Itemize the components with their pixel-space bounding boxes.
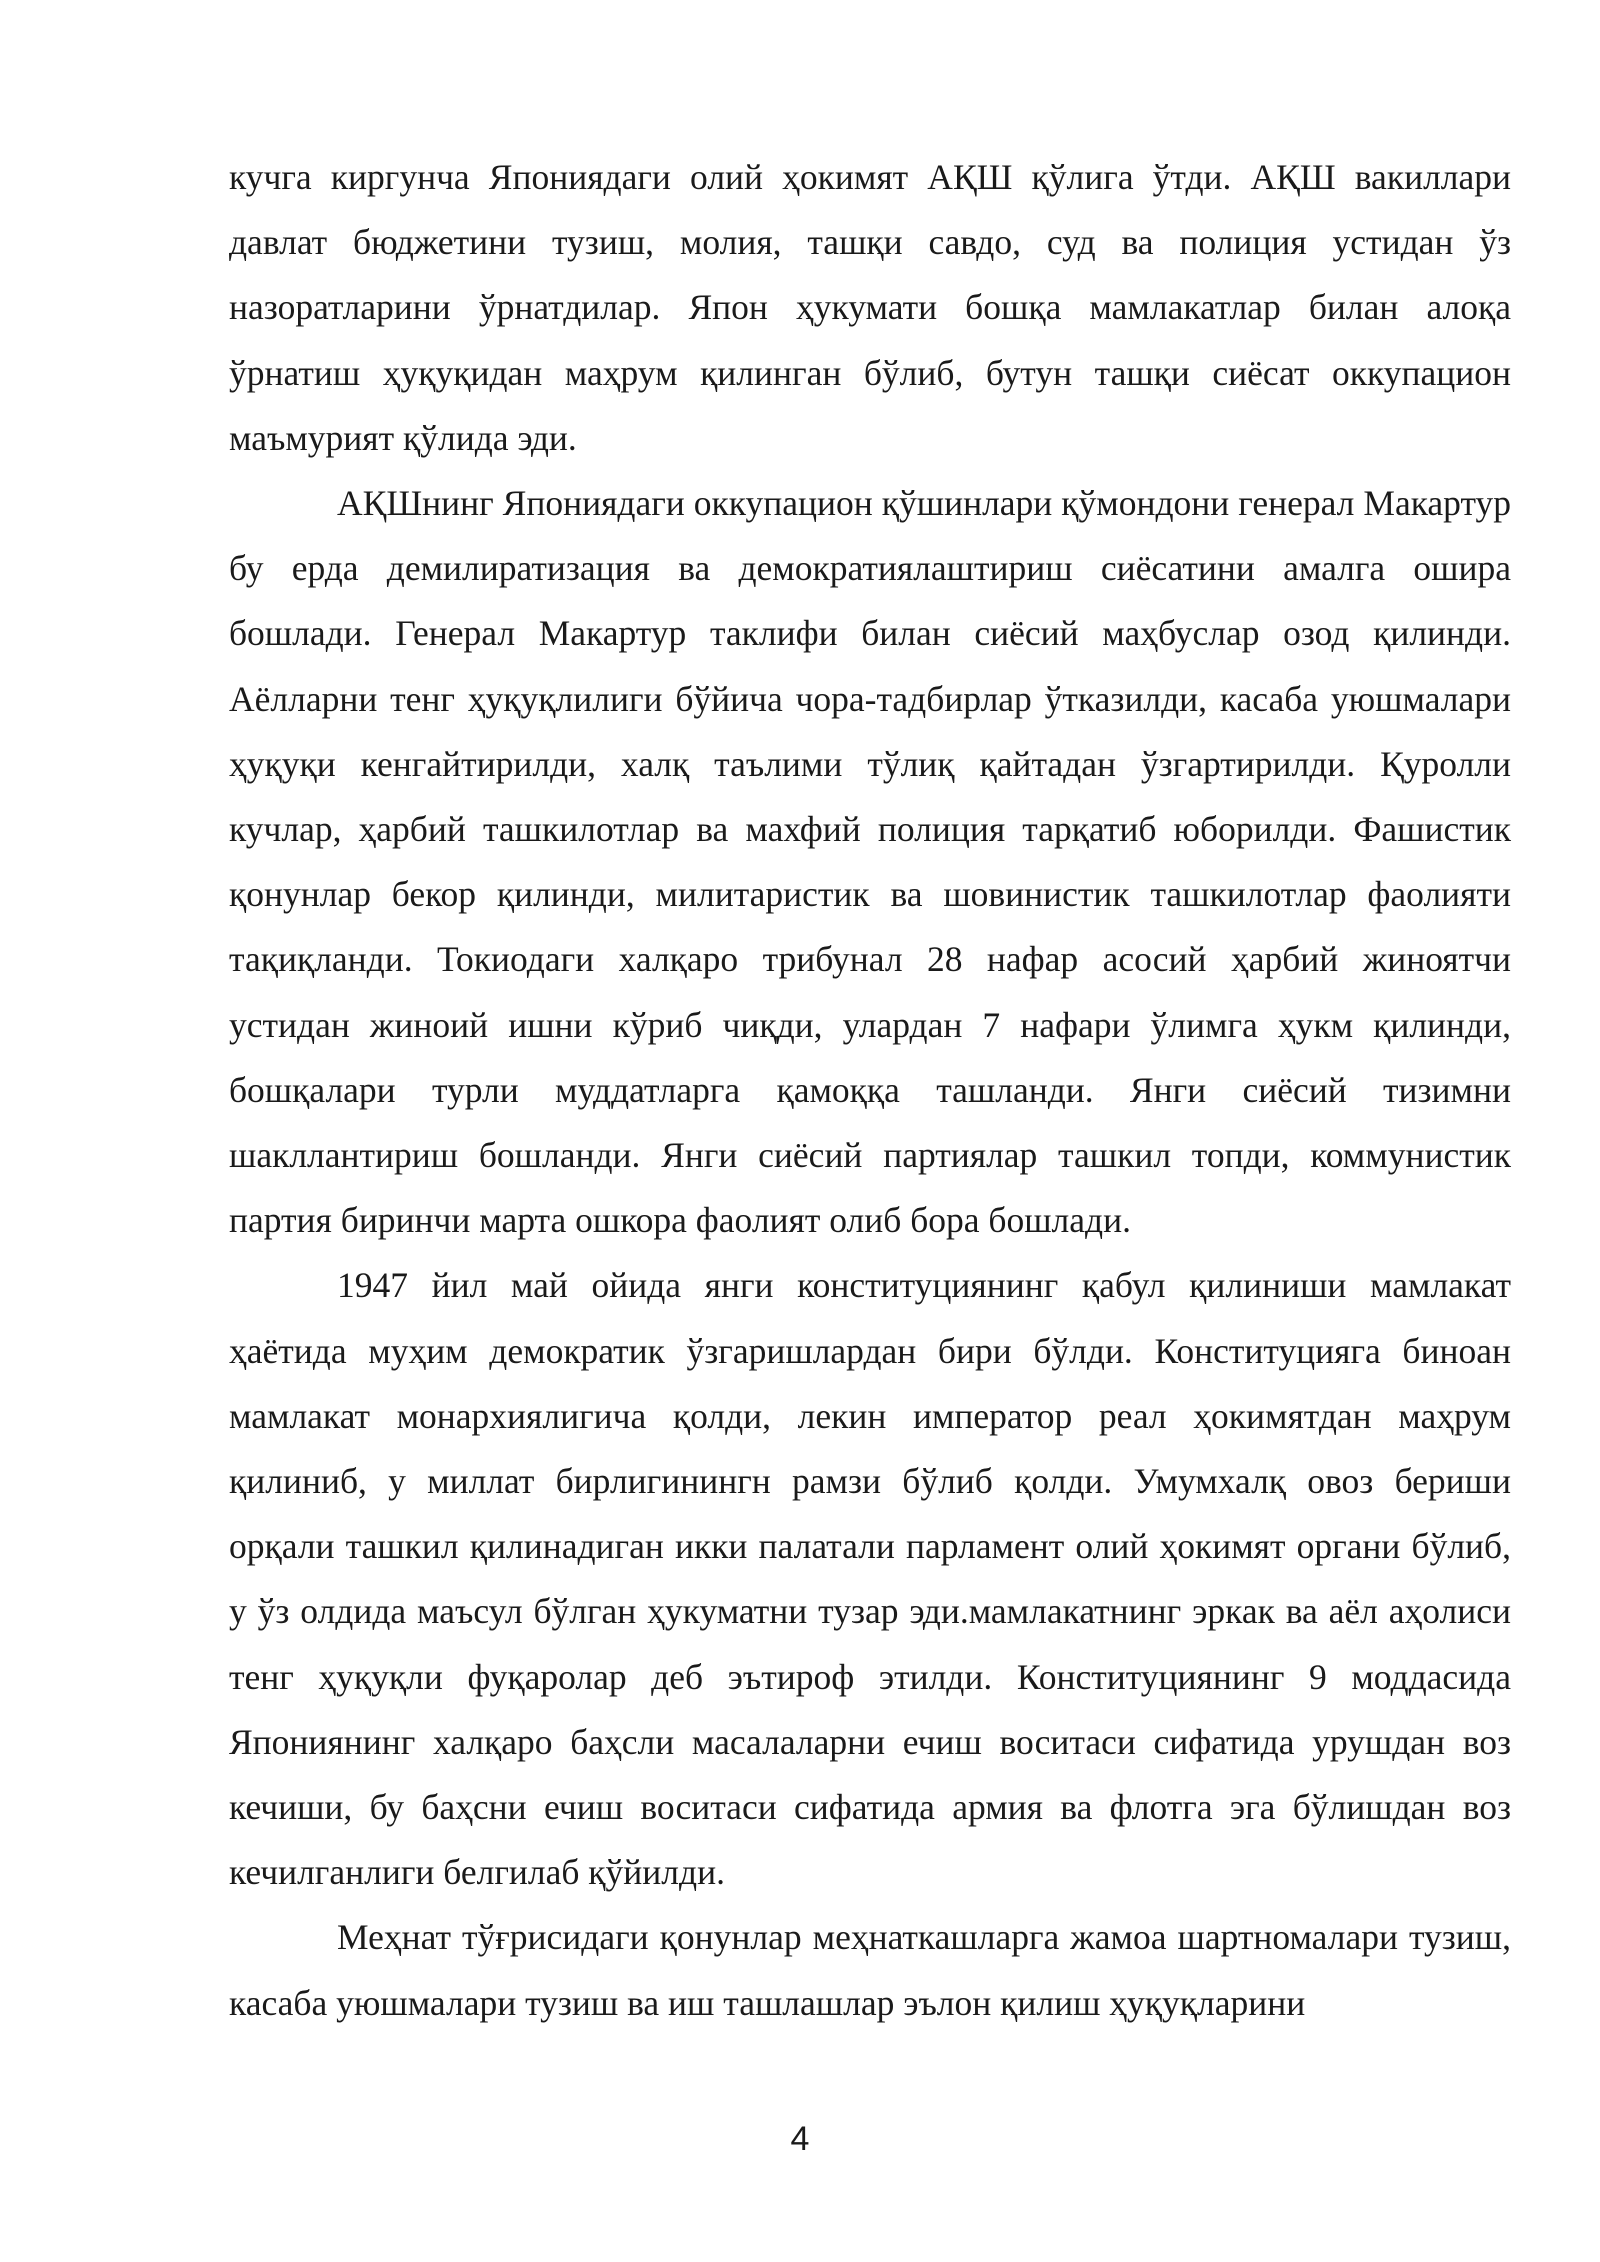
page-number: 4 <box>790 2120 810 2158</box>
paragraph-labor-laws: Меҳнат тўғрисидаги қонунлар меҳнаткашларга жамоа шартномалари тузиш, касаба уюшмалари тузиш ва иш ташлашлар эълон қилиш ҳуқуқларини <box>229 1917 1511 2023</box>
paragraph-occupation-reforms: АҚШнинг Япониядаги оккупацион қўшинлари қўмондони генерал Макартур бу ерда демилиратизация ва демократиялаштириш сиёсатини амалга ошира бошлади. Генерал Макартур таклифи билан сиёсий маҳбуслар озод қилинди. Аёлларни тенг ҳуқуқлилиги бўйича чора-тадбирлар ўтказилди, касаба уюшмалари ҳуқуқи кенгайтирилди, халқ таълими тўлиқ қайтадан ўзгартирилди. Қуролли кучлар, ҳарбий ташкилотлар ва махфий полиция тарқатиб юборилди. Фашистик қонунлар бекор қилинди, милитаристик ва шовинистик ташкилотлар фаолияти тақиқланди. Токиодаги халқаро трибунал 28 нафар асосий ҳарбий жиноятчи устидан жиноий ишни кўриб чиқди, улардан 7 нафари ўлимга ҳукм қилинди, бошқалари турли муддатларга қамоққа ташланди. Янги сиёсий тизимни шакллантириш бошланди. Янги сиёсий партиялар ташкил топди, коммунистик партия биринчи марта ошкора фаолият олиб бора бошлади. <box>229 483 1511 1241</box>
paragraph-continuation: кучга киргунча Япониядаги олий ҳокимят АҚШ қўлига ўтди. АҚШ вакиллари давлат бюджетини тузиш, молия, ташқи савдо, суд ва полиция устидан ўз назоратларини ўрнатдилар. Япон ҳукумати бошқа мамлакатлар билан алоқа ўрнатиш ҳуқуқидан маҳрум қилинган бўлиб, бутун ташқи сиёсат оккупацион маъмурият қўлида эди. <box>229 157 1511 458</box>
paragraph-constitution-1947: 1947 йил май ойида янги конституциянинг қабул қилиниши мамлакат ҳаётида муҳим демократик ўзгаришлардан бири бўлди. Конституцияга биноан мамлакат монархиялигича қолди, лекин император реал ҳокимятдан маҳрум қилиниб, у миллат бирлигинингн рамзи бўлиб қолди. Умумхалқ овоз бериши орқали ташкил қилинадиган икки палатали парламент олий ҳокимят органи бўлиб, у ўз олдида маъсул бўлган ҳукуматни тузар эди.мамлакатнинг эркак ва аёл аҳолиси тенг ҳуқуқли фуқаролар деб эътироф этилди. Конституциянинг 9 моддасида Япониянинг халқаро баҳсли масалаларни ечиш воситаси сифатида урушдан воз кечиши, бу баҳсни ечиш воситаси сифатида армия ва флотга эга бўлишдан воз кечилганлиги белгилаб қўйилди. <box>229 1265 1511 1893</box>
document-body <box>229 145 1511 2036</box>
